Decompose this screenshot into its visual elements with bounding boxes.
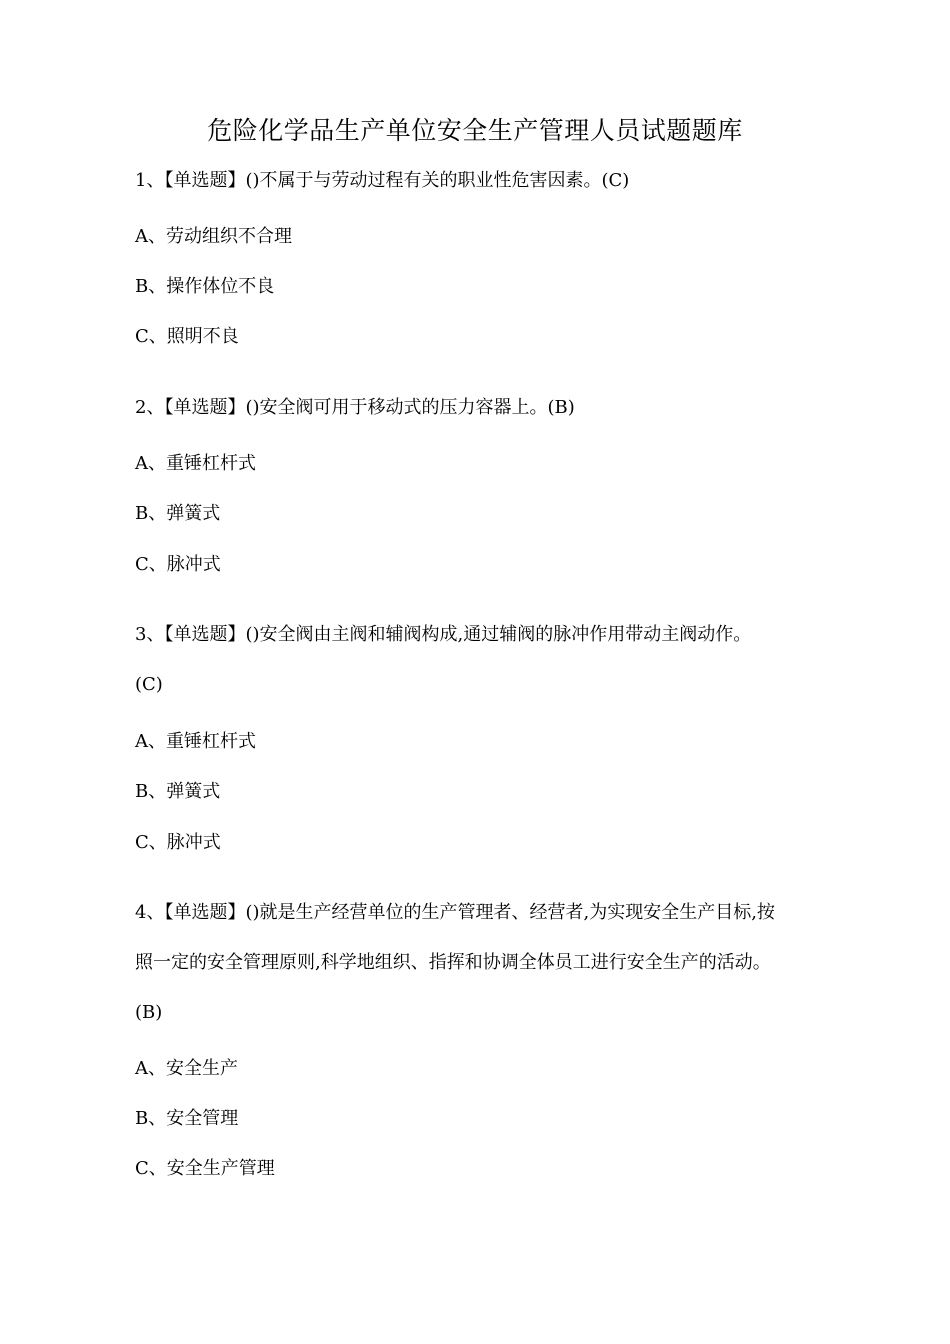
question-1-option-b: B、操作体位不良 xyxy=(135,276,275,297)
question-1-option-a: A、劳动组织不合理 xyxy=(135,226,292,247)
question-4-option-a: A、安全生产 xyxy=(135,1058,238,1079)
question-3-text-line-1: 3、【单选题】()安全阀由主阀和辅阀构成,通过辅阀的脉冲作用带动主阀动作。 xyxy=(135,624,752,645)
question-3-option-b: B、弹簧式 xyxy=(135,781,221,802)
question-4-option-b: B、安全管理 xyxy=(135,1108,239,1129)
question-4-text-line-2: 照一定的安全管理原则,科学地组织、指挥和协调全体员工进行安全生产的活动。 xyxy=(135,952,771,973)
question-3-option-a: A、重锤杠杆式 xyxy=(135,731,256,752)
question-3-option-c: C、脉冲式 xyxy=(135,832,221,853)
question-2-text: 2、【单选题】()安全阀可用于移动式的压力容器上。(B) xyxy=(135,397,575,418)
question-2-option-a: A、重锤杠杆式 xyxy=(135,453,256,474)
question-3-text-line-2: (C) xyxy=(135,674,163,695)
question-2-option-b: B、弹簧式 xyxy=(135,503,221,524)
question-2-option-c: C、脉冲式 xyxy=(135,554,221,575)
question-1-text: 1、【单选题】()不属于与劳动过程有关的职业性危害因素。(C) xyxy=(135,170,630,191)
document-title: 危险化学品生产单位安全生产管理人员试题题库 xyxy=(207,116,743,145)
question-4-text-line-1: 4、【单选题】()就是生产经营单位的生产管理者、经营者,为实现安全生产目标,按 xyxy=(135,902,775,923)
question-4-text-line-3: (B) xyxy=(135,1002,163,1023)
question-4-option-c: C、安全生产管理 xyxy=(135,1158,275,1179)
question-1-option-c: C、照明不良 xyxy=(135,326,239,347)
